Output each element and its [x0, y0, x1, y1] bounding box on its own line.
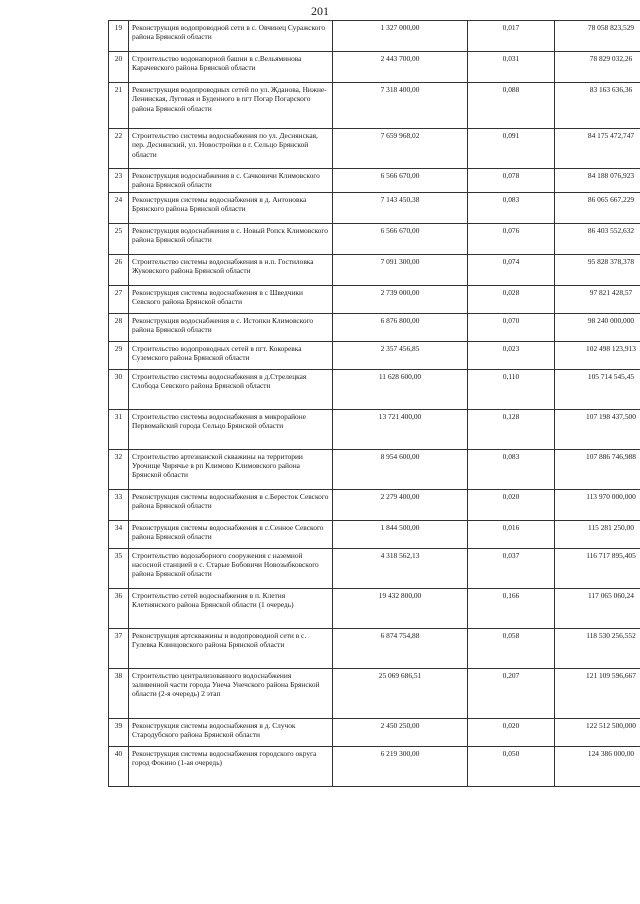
- table-row: [109, 83, 640, 129]
- coefficient: 0,207: [468, 668, 555, 718]
- page-number: 201: [311, 4, 329, 18]
- row-number: 23: [109, 169, 129, 193]
- project-cost: 6 566 670,00: [333, 223, 468, 254]
- row-number: 30: [109, 369, 129, 409]
- project-cost: 6 219 300,00: [333, 746, 468, 786]
- project-cost: 2 443 700,00: [333, 52, 468, 83]
- coefficient: 0,028: [468, 285, 555, 313]
- project-cost: 8 954 600,00: [333, 449, 468, 489]
- project-cost: 25 069 686,51: [333, 668, 468, 718]
- calculated-total: 83 163 636,36: [555, 83, 640, 129]
- calculated-total: 115 281 250,00: [555, 520, 640, 548]
- calculated-total: 78 829 032,26: [555, 52, 640, 83]
- project-name: Строительство сетей водоснабжения в п. Клетня Клетнянского района Брянской области (1 очередь): [129, 588, 333, 628]
- table-row: [109, 520, 640, 548]
- coefficient: 0,050: [468, 746, 555, 786]
- row-number: 37: [109, 628, 129, 668]
- project-name: Строительство системы водоснабжения по ул. Деснянская, пер. Деснянский, ул. Новостройки в г. Сельцо Брянской области: [129, 129, 333, 169]
- calculated-total: 105 714 545,45: [555, 369, 640, 409]
- project-cost: 2 450 250,00: [333, 718, 468, 746]
- row-number: 34: [109, 520, 129, 548]
- calculated-total: 107 198 437,500: [555, 409, 640, 449]
- table-row: [109, 285, 640, 313]
- calculated-total: 117 065 060,24: [555, 588, 640, 628]
- project-name: Реконструкция системы водоснабжения в с Шведчики Севского района Брянской области: [129, 285, 333, 313]
- project-name: Строительство артезианской скважины на территории Урочище Чирячье в рп Климово Климовского района Брянской области: [129, 449, 333, 489]
- project-name: Строительство водопроводных сетей в пгт. Кокоревка Суземского района Брянской области: [129, 341, 333, 369]
- project-cost: 2 279 400,00: [333, 489, 468, 520]
- calculated-total: 116 717 895,405: [555, 548, 640, 588]
- coefficient: 0,020: [468, 718, 555, 746]
- row-number: 25: [109, 223, 129, 254]
- project-cost: 2 739 000,00: [333, 285, 468, 313]
- calculated-total: 122 512 500,000: [555, 718, 640, 746]
- row-number: 26: [109, 254, 129, 285]
- coefficient: 0,031: [468, 52, 555, 83]
- project-name: Реконструкция системы водоснабжения в д. Антоновка Брянского района Брянской области: [129, 192, 333, 223]
- table-row: [109, 341, 640, 369]
- row-number: 36: [109, 588, 129, 628]
- project-name: Строительство системы водоснабжения в н.п. Гостиловка Жуковского района Брянской области: [129, 254, 333, 285]
- project-name: Реконструкция водоснабжения в с. Новый Ропск Климовского района Брянской области: [129, 223, 333, 254]
- project-cost: 7 143 450,38: [333, 192, 468, 223]
- project-name: Реконструкция системы водоснабжения городского округа город Фокино (1-ая очередь): [129, 746, 333, 786]
- row-number: 19: [109, 21, 129, 52]
- project-name: Строительство водонапорной башни в с.Вельяминова Карачевского района Брянской области: [129, 52, 333, 83]
- calculated-total: 84 188 076,923: [555, 169, 640, 193]
- table-row: [109, 313, 640, 341]
- projects-table: [108, 20, 640, 787]
- coefficient: 0,017: [468, 21, 555, 52]
- table-row: [109, 588, 640, 628]
- table-row: [109, 718, 640, 746]
- table-row: [109, 129, 640, 169]
- calculated-total: 113 970 000,000: [555, 489, 640, 520]
- row-number: 33: [109, 489, 129, 520]
- coefficient: 0,076: [468, 223, 555, 254]
- table-row: [109, 192, 640, 223]
- coefficient: 0,037: [468, 548, 555, 588]
- project-cost: 6 876 800,00: [333, 313, 468, 341]
- calculated-total: 86 403 552,632: [555, 223, 640, 254]
- project-cost: 13 721 400,00: [333, 409, 468, 449]
- row-number: 20: [109, 52, 129, 83]
- calculated-total: 97 821 428,57: [555, 285, 640, 313]
- project-cost: 7 318 400,00: [333, 83, 468, 129]
- coefficient: 0,091: [468, 129, 555, 169]
- row-number: 39: [109, 718, 129, 746]
- project-cost: 7 659 968,02: [333, 129, 468, 169]
- table-row: [109, 169, 640, 193]
- coefficient: 0,083: [468, 449, 555, 489]
- calculated-total: 124 386 000,00: [555, 746, 640, 786]
- calculated-total: 78 058 823,529: [555, 21, 640, 52]
- row-number: 24: [109, 192, 129, 223]
- coefficient: 0,088: [468, 83, 555, 129]
- project-name: Строительство централизованного водоснабжения заливенной части города Унеча Унечского района Брянской области (2-я очередь) 2 этап: [129, 668, 333, 718]
- project-cost: 1 327 000,00: [333, 21, 468, 52]
- row-number: 21: [109, 83, 129, 129]
- coefficient: 0,166: [468, 588, 555, 628]
- project-cost: 11 628 600,00: [333, 369, 468, 409]
- coefficient: 0,074: [468, 254, 555, 285]
- project-cost: 4 318 562,13: [333, 548, 468, 588]
- table-row: [109, 449, 640, 489]
- coefficient: 0,023: [468, 341, 555, 369]
- row-number: 28: [109, 313, 129, 341]
- calculated-total: 84 175 472,747: [555, 129, 640, 169]
- row-number: 27: [109, 285, 129, 313]
- coefficient: 0,020: [468, 489, 555, 520]
- row-number: 32: [109, 449, 129, 489]
- calculated-total: 86 065 667,229: [555, 192, 640, 223]
- calculated-total: 98 240 000,000: [555, 313, 640, 341]
- table-row: [109, 21, 640, 52]
- project-name: Реконструкция водоснабжения в с. Истопки Климовского района Брянской области: [129, 313, 333, 341]
- project-cost: 2 357 456,85: [333, 341, 468, 369]
- calculated-total: 118 530 256,552: [555, 628, 640, 668]
- project-name: Реконструкция водопроводной сети в с. Овчинец Суражского района Брянской области: [129, 21, 333, 52]
- calculated-total: 121 109 596,667: [555, 668, 640, 718]
- coefficient: 0,070: [468, 313, 555, 341]
- project-cost: 7 091 300,00: [333, 254, 468, 285]
- table-row: [109, 489, 640, 520]
- project-cost: 6 566 670,00: [333, 169, 468, 193]
- calculated-total: 95 828 378,378: [555, 254, 640, 285]
- table-row: [109, 369, 640, 409]
- table-row: [109, 254, 640, 285]
- table-row: [109, 746, 640, 786]
- project-name: Строительство системы водоснабжения в микрорайоне Первомайский города Сельцо Брянской области: [129, 409, 333, 449]
- row-number: 35: [109, 548, 129, 588]
- coefficient: 0,110: [468, 369, 555, 409]
- table-row: [109, 668, 640, 718]
- coefficient: 0,128: [468, 409, 555, 449]
- project-name: Реконструкция системы водоснабжения в д. Случок Стародубского района Брянской области: [129, 718, 333, 746]
- calculated-total: 102 498 123,913: [555, 341, 640, 369]
- project-name: Реконструкция системы водоснабжения в с.Береcток Севского района Брянской области: [129, 489, 333, 520]
- project-cost: 6 874 754,88: [333, 628, 468, 668]
- table-row: [109, 223, 640, 254]
- coefficient: 0,058: [468, 628, 555, 668]
- coefficient: 0,078: [468, 169, 555, 193]
- table-row: [109, 52, 640, 83]
- table-row: [109, 548, 640, 588]
- project-cost: 19 432 800,00: [333, 588, 468, 628]
- project-name: Строительство системы водоснабжения в д.Стрелецкая Слобода Севского района Брянской области: [129, 369, 333, 409]
- project-cost: 1 844 500,00: [333, 520, 468, 548]
- project-name: Реконструкция водопроводных сетей по ул. Жданова, Нижне-Ленинская, Луговая и Буденного в пгт Погар Погарского района Брянской области: [129, 83, 333, 129]
- coefficient: 0,083: [468, 192, 555, 223]
- row-number: 22: [109, 129, 129, 169]
- project-name: Реконструкция водоснабжения в с. Сачковичи Климовского района Брянской области: [129, 169, 333, 193]
- table-row: [109, 409, 640, 449]
- row-number: 31: [109, 409, 129, 449]
- calculated-total: 107 886 746,988: [555, 449, 640, 489]
- row-number: 38: [109, 668, 129, 718]
- row-number: 40: [109, 746, 129, 786]
- table-row: [109, 628, 640, 668]
- project-name: Реконструкция системы водоснабжения в с.Сенное Севского района Брянской области: [129, 520, 333, 548]
- project-name: Строительство водозаборного сооружения с наземной насосной станцией в с. Старые Бобовичи Новозыбковского района Брянской области: [129, 548, 333, 588]
- row-number: 29: [109, 341, 129, 369]
- coefficient: 0,016: [468, 520, 555, 548]
- project-name: Реконструкция артскважины и водопроводной сети в с. Гулевка Клинцовского района Брянской области: [129, 628, 333, 668]
